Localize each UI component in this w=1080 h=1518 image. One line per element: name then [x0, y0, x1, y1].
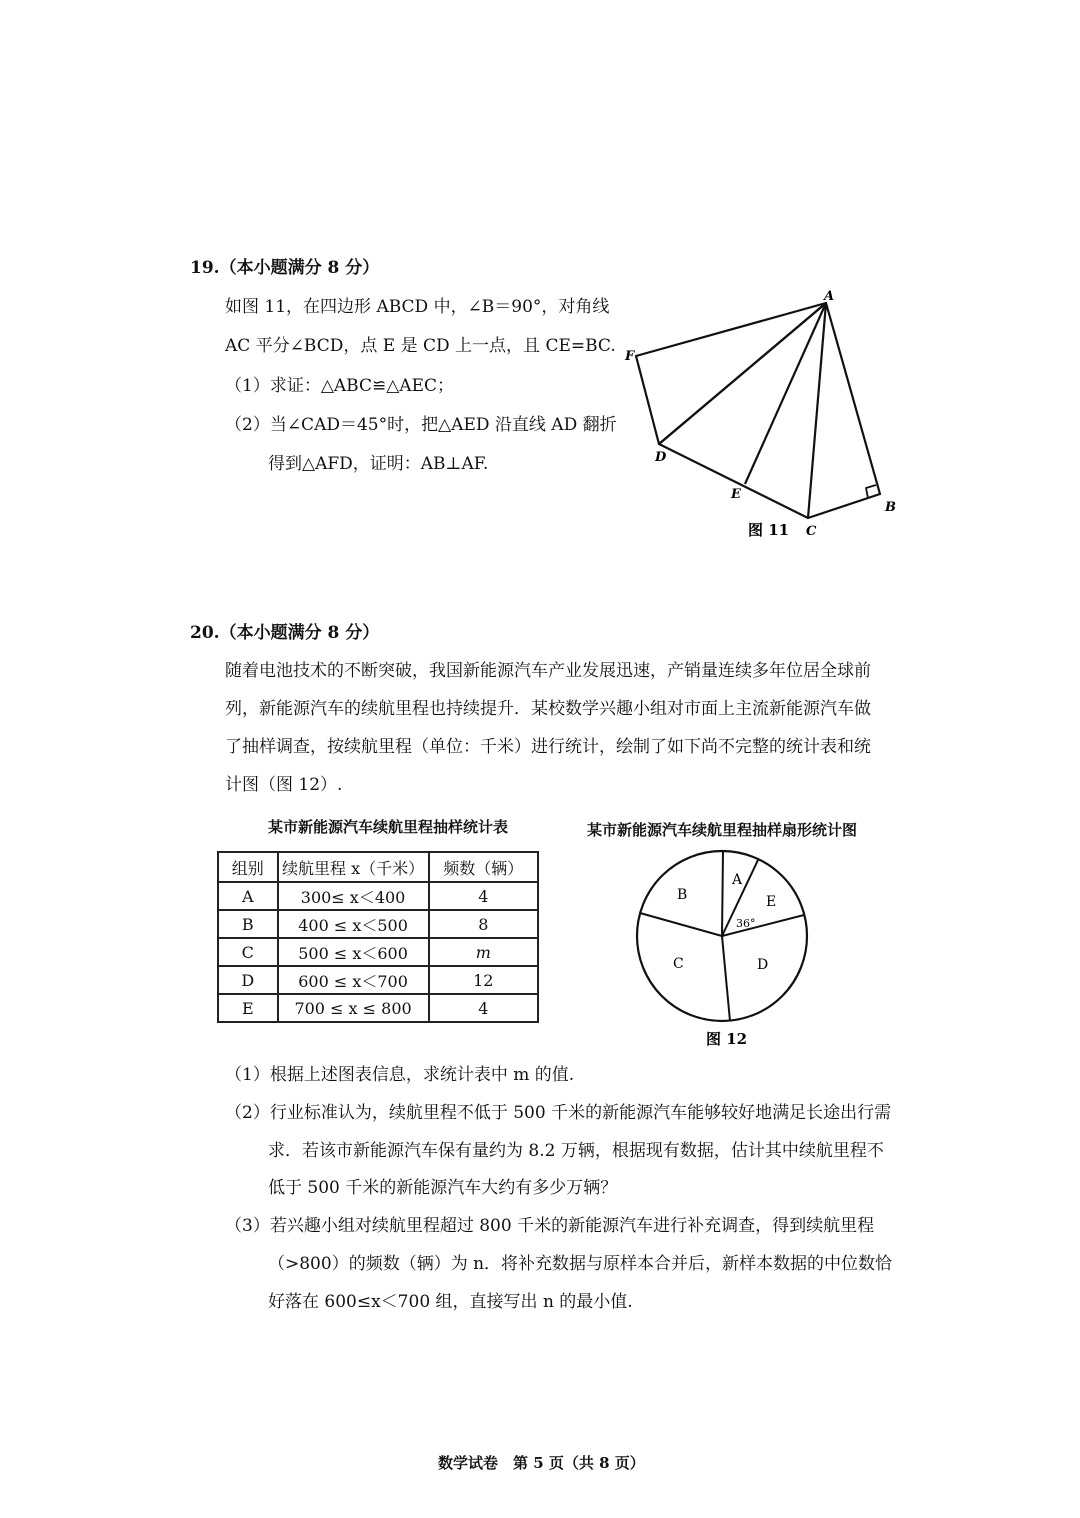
divider-e-d: [722, 915, 804, 936]
cell-frequency: 12: [429, 966, 538, 994]
pie-title: 某市新能源汽车续航里程抽样扇形统计图: [587, 821, 858, 839]
cell-range: 600 ≤ x＜700: [278, 966, 429, 994]
figure-11-caption: 图 11: [748, 521, 790, 539]
divider-d-c: [722, 936, 730, 1021]
q20-part-1: （1）根据上述图表信息，求统计表中 m 的值.: [225, 1065, 575, 1085]
q19-line-1: 如图 11，在四边形 ABCD 中，∠B＝90°，对角线: [225, 297, 610, 317]
pie-label-e: E: [766, 894, 777, 910]
q20-part-2-line-2: 求．若该市新能源汽车保有量约为 8.2 万辆，根据现有数据，估计其中续航里程不: [268, 1141, 884, 1161]
cell-group: B: [218, 910, 278, 938]
label-e: E: [731, 487, 741, 502]
cell-group: E: [218, 994, 278, 1022]
statistics-table: [217, 851, 539, 1023]
figure-11: [600, 280, 920, 545]
table-row: [218, 882, 538, 910]
q20-part-2-line-1: （2）行业标准认为，续航里程不低于 500 千米的新能源汽车能够较好地满足长途出行需: [225, 1103, 892, 1123]
table-header-row: [218, 852, 538, 882]
label-c: C: [806, 524, 817, 539]
q20-para-line-3: 了抽样调查，按续航里程（单位：千米）进行统计，绘制了如下尚不完整的统计表和统: [225, 737, 871, 757]
cell-frequency: 4: [429, 994, 538, 1022]
q20-part-3-line-2: （>800）的频数（辆）为 n．将补充数据与原样本合并后，新样本数据的中位数恰: [268, 1254, 893, 1274]
pie-dividers: [640, 851, 804, 1021]
triangle-afd: [636, 303, 826, 444]
cell-frequency: m: [429, 938, 538, 966]
cell-group: D: [218, 966, 278, 994]
table-row: [218, 910, 538, 938]
pie-label-d: D: [757, 957, 769, 973]
cell-range: 300≤ x＜400: [278, 882, 429, 910]
table-row: [218, 994, 538, 1022]
label-d: D: [655, 450, 667, 465]
cell-range: 700 ≤ x ≤ 800: [278, 994, 429, 1022]
label-a: A: [824, 289, 835, 304]
cell-range: 500 ≤ x＜600: [278, 938, 429, 966]
pie-angle-label: 36°: [736, 917, 756, 930]
q19-line-2: AC 平分∠BCD，点 E 是 CD 上一点，且 CE=BC.: [225, 336, 616, 356]
q19-part-1: （1）求证：△ABC≌△AEC；: [225, 376, 454, 396]
figure-12-caption: 图 12: [706, 1030, 748, 1048]
q20-para-line-2: 列，新能源汽车的续航里程也持续提升．某校数学兴趣小组对市面上主流新能源汽车做: [225, 699, 871, 719]
cell-frequency: 4: [429, 882, 538, 910]
pie-label-c: C: [673, 956, 684, 972]
header-frequency: 频数（辆）: [429, 852, 538, 882]
pie-label-b: B: [677, 887, 688, 903]
divider-a-b: [722, 851, 723, 936]
q20-heading: 20.（本小题满分 8 分）: [190, 623, 380, 643]
q19-part-2-line-1: （2）当∠CAD＝45°时，把△AED 沿直线 AD 翻折: [225, 415, 617, 435]
quadrilateral-abcd: [659, 303, 880, 518]
label-f: F: [625, 349, 635, 364]
q20-para-line-4: 计图（图 12）.: [225, 775, 343, 795]
q20-part-3-line-3: 好落在 600≤x＜700 组，直接写出 n 的最小值.: [268, 1292, 633, 1312]
cell-range: 400 ≤ x＜500: [278, 910, 429, 938]
cell-group: C: [218, 938, 278, 966]
cell-group: A: [218, 882, 278, 910]
divider-c-b: [640, 913, 722, 936]
q20-part-3-line-1: （3）若兴趣小组对续航里程超过 800 千米的新能源汽车进行补充调查，得到续航里程: [225, 1216, 875, 1236]
header-group: 组别: [218, 852, 278, 882]
pie-label-a: A: [732, 872, 743, 888]
table-row: [218, 966, 538, 994]
header-range: 续航里程 x（千米）: [278, 852, 429, 882]
table-title: 某市新能源汽车续航里程抽样统计表: [268, 818, 509, 836]
page-footer: 数学试卷 第 5 页（共 8 页）: [438, 1454, 645, 1472]
cell-frequency: 8: [429, 910, 538, 938]
q19-part-2-line-2: 得到△AFD，证明：AB⊥AF.: [268, 454, 489, 474]
q20-part-2-line-3: 低于 500 千米的新能源汽车大约有多少万辆？: [268, 1178, 618, 1198]
figure-12-pie: [630, 845, 820, 1055]
label-b: B: [885, 500, 896, 515]
table-row: [218, 938, 538, 966]
q20-para-line-1: 随着电池技术的不断突破，我国新能源汽车产业发展迅速，产销量连续多年位居全球前: [225, 661, 871, 681]
q19-heading: 19.（本小题满分 8 分）: [190, 258, 380, 278]
